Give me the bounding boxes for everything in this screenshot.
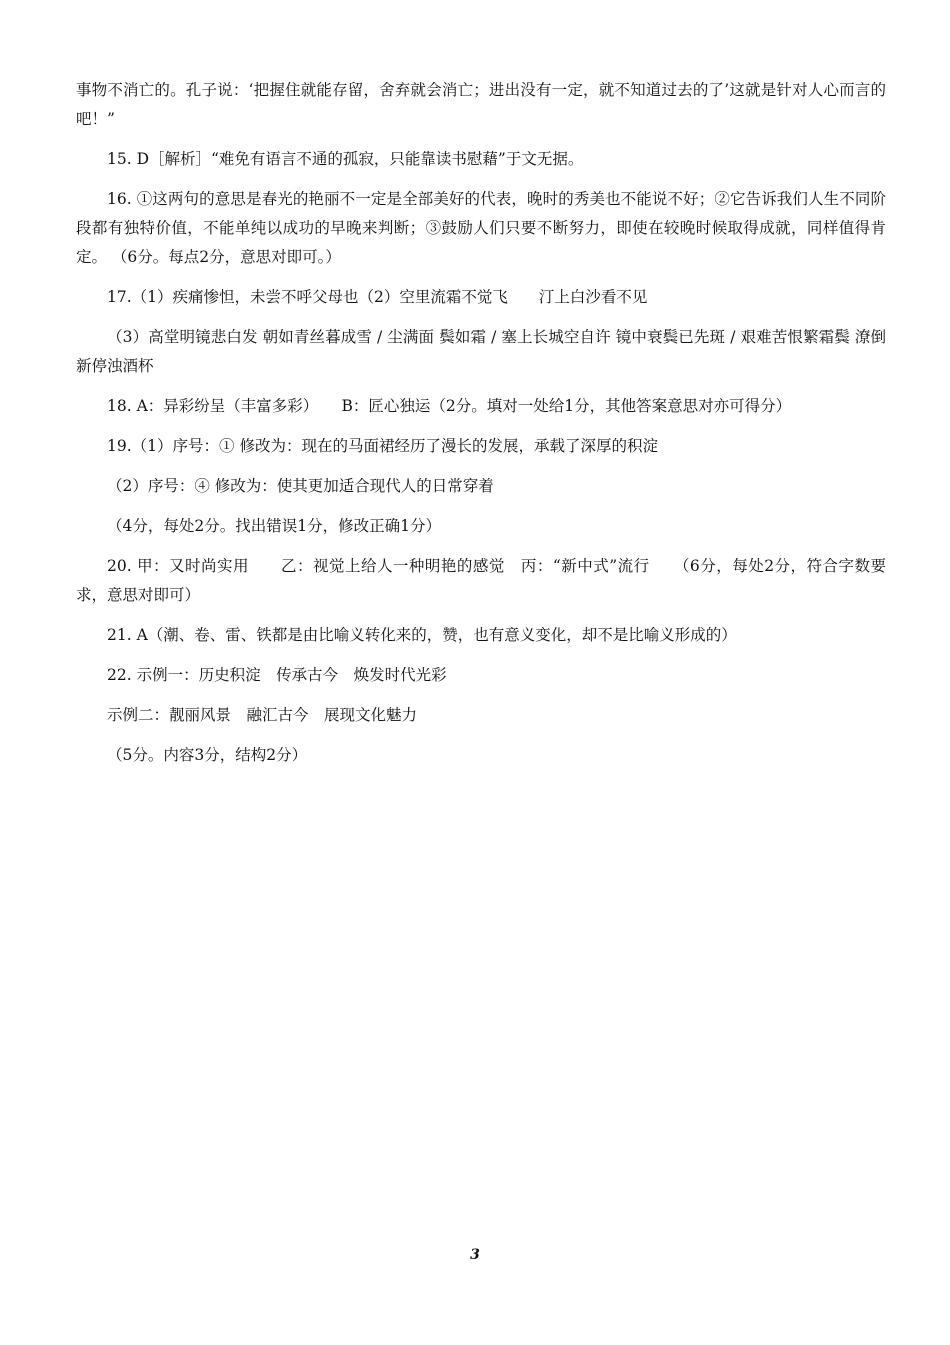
answer-20: 20. 甲：又时尚实用 乙：视觉上给人一种明艳的感觉 丙：“新中式”流行 （6分，每处2分，符合字数要求，意思对即可） xyxy=(76,557,886,604)
answer-17-part-3: （3）高堂明镜悲白发 朝如青丝暮成雪 / 尘满面 鬓如霜 / 塞上长城空自许 镜中衰鬓已先斑 / 艰难苦恨繁霜鬓 潦倒新停浊酒杯 xyxy=(76,328,886,375)
answer-18: 18. A：异彩纷呈（丰富多彩） B：匠心独运（2分。填对一处给1分，其他答案意思对亦可得分） xyxy=(107,397,792,415)
answer-19-part-1: 19.（1）序号：① 修改为：现在的马面裙经历了漫长的发展，承载了深厚的积淀 xyxy=(107,437,658,455)
answer-22-scoring: （5分。内容3分，结构2分） xyxy=(107,746,308,764)
answer-15: 15. D［解析］“难免有语言不通的孤寂，只能靠读书慰藉”于文无据。 xyxy=(107,150,584,168)
answer-22-example-1: 22. 示例一：历史积淀 传承古今 焕发时代光彩 xyxy=(107,666,447,684)
page-number: 3 xyxy=(470,1247,480,1263)
answer-21: 21. A（潮、卷、雷、铁都是由比喻义转化来的，赞，也有意义变化，却不是比喻义形成的） xyxy=(107,626,737,644)
answer-19-part-2: （2）序号：④ 修改为：使其更加适合现代人的日常穿着 xyxy=(107,477,494,495)
answer-17-part-1: 17.（1）疾痛惨怛，未尝不呼父母也（2）空里流霜不觉飞 汀上白沙看不见 xyxy=(107,288,648,306)
paragraph-continuation: 事物不消亡的。孔子说：‘把握住就能存留，舍弃就会消亡；进出没有一定，就不知道过去的了’这就是针对人心而言的吧！” xyxy=(76,81,886,128)
answer-content xyxy=(76,76,886,781)
answer-19-scoring: （4分，每处2分。找出错误1分，修改正确1分） xyxy=(107,517,441,535)
answer-22-example-2: 示例二：靓丽风景 融汇古今 展现文化魅力 xyxy=(107,706,418,724)
answer-16: 16. ①这两句的意思是春光的艳丽不一定是全部美好的代表，晚时的秀美也不能说不好；②它告诉我们人生不同阶段都有独特价值，不能单纯以成功的早晚来判断；③鼓励人们只要不断努力，即使在较晚时候取得成就，同样值得肯定。 （6分。每点2分，意思对即可。） xyxy=(76,190,886,266)
